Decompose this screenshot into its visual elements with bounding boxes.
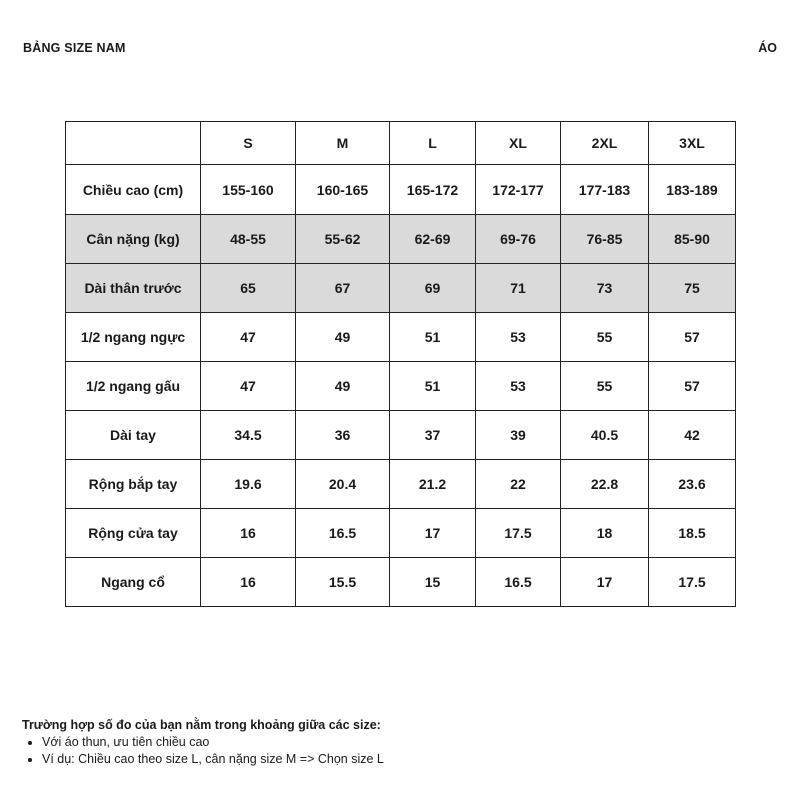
table-cell: 55-62 bbox=[296, 215, 390, 264]
table-cell: 172-177 bbox=[476, 165, 561, 215]
table-row bbox=[66, 558, 736, 607]
row-label: Dài thân trước bbox=[66, 264, 201, 313]
table-cell: 16.5 bbox=[296, 509, 390, 558]
header-cell bbox=[66, 122, 201, 165]
table-cell: 22 bbox=[476, 460, 561, 509]
table-cell: 73 bbox=[561, 264, 649, 313]
list-item: • Ví dụ: Chiều cao theo size L, cân nặng size M => Chọn size L bbox=[42, 751, 384, 768]
table-cell: 165-172 bbox=[390, 165, 476, 215]
header-cell: M bbox=[296, 122, 390, 165]
notes-list bbox=[22, 734, 384, 768]
table-cell: 155-160 bbox=[201, 165, 296, 215]
table-cell: 160-165 bbox=[296, 165, 390, 215]
table-cell: 40.5 bbox=[561, 411, 649, 460]
table-cell: 17 bbox=[390, 509, 476, 558]
table-cell: 48-55 bbox=[201, 215, 296, 264]
table-cell: 57 bbox=[649, 313, 736, 362]
table-cell: 16.5 bbox=[476, 558, 561, 607]
table-cell: 51 bbox=[390, 362, 476, 411]
table-cell: 67 bbox=[296, 264, 390, 313]
table-row bbox=[66, 460, 736, 509]
table-row bbox=[66, 215, 736, 264]
header-cell: L bbox=[390, 122, 476, 165]
table-cell: 55 bbox=[561, 362, 649, 411]
table-cell: 177-183 bbox=[561, 165, 649, 215]
size-table bbox=[65, 121, 736, 607]
table-cell: 69 bbox=[390, 264, 476, 313]
table-cell: 17.5 bbox=[649, 558, 736, 607]
table-cell: 37 bbox=[390, 411, 476, 460]
table-row bbox=[66, 264, 736, 313]
table-cell: 49 bbox=[296, 313, 390, 362]
table-header-row bbox=[66, 122, 736, 165]
table-cell: 15.5 bbox=[296, 558, 390, 607]
table-cell: 53 bbox=[476, 362, 561, 411]
table-cell: 18.5 bbox=[649, 509, 736, 558]
header-cell: S bbox=[201, 122, 296, 165]
table-row bbox=[66, 165, 736, 215]
table-row bbox=[66, 362, 736, 411]
row-label: Rộng bắp tay bbox=[66, 460, 201, 509]
table-row bbox=[66, 509, 736, 558]
table-cell: 53 bbox=[476, 313, 561, 362]
table-cell: 39 bbox=[476, 411, 561, 460]
table-cell: 21.2 bbox=[390, 460, 476, 509]
table-cell: 42 bbox=[649, 411, 736, 460]
table-cell: 183-189 bbox=[649, 165, 736, 215]
table-cell: 23.6 bbox=[649, 460, 736, 509]
table-row bbox=[66, 411, 736, 460]
header-cell: 2XL bbox=[561, 122, 649, 165]
header-cell: XL bbox=[476, 122, 561, 165]
category-label: ÁO bbox=[758, 41, 777, 55]
table-cell: 49 bbox=[296, 362, 390, 411]
table-cell: 36 bbox=[296, 411, 390, 460]
table-cell: 51 bbox=[390, 313, 476, 362]
table-cell: 76-85 bbox=[561, 215, 649, 264]
table-cell: 16 bbox=[201, 509, 296, 558]
header-cell: 3XL bbox=[649, 122, 736, 165]
row-label: Ngang cổ bbox=[66, 558, 201, 607]
table-cell: 47 bbox=[201, 313, 296, 362]
table-cell: 69-76 bbox=[476, 215, 561, 264]
table-cell: 17.5 bbox=[476, 509, 561, 558]
table-cell: 15 bbox=[390, 558, 476, 607]
table-cell: 62-69 bbox=[390, 215, 476, 264]
table-cell: 55 bbox=[561, 313, 649, 362]
table-cell: 75 bbox=[649, 264, 736, 313]
row-label: Chiều cao (cm) bbox=[66, 165, 201, 215]
table-row bbox=[66, 313, 736, 362]
notes-section bbox=[22, 717, 384, 768]
table-cell: 47 bbox=[201, 362, 296, 411]
table-cell: 85-90 bbox=[649, 215, 736, 264]
page-title: BẢNG SIZE NAM bbox=[23, 41, 126, 55]
table-cell: 16 bbox=[201, 558, 296, 607]
table-cell: 57 bbox=[649, 362, 736, 411]
list-item: • Với áo thun, ưu tiên chiều cao bbox=[42, 734, 384, 751]
row-label: Dài tay bbox=[66, 411, 201, 460]
row-label: Rộng cửa tay bbox=[66, 509, 201, 558]
table-cell: 22.8 bbox=[561, 460, 649, 509]
notes-title: Trường hợp số đo của bạn nằm trong khoảng giữa các size: bbox=[22, 718, 381, 732]
row-label: 1/2 ngang gấu bbox=[66, 362, 201, 411]
row-label: 1/2 ngang ngực bbox=[66, 313, 201, 362]
row-label: Cân nặng (kg) bbox=[66, 215, 201, 264]
table-cell: 71 bbox=[476, 264, 561, 313]
table-cell: 20.4 bbox=[296, 460, 390, 509]
table-cell: 65 bbox=[201, 264, 296, 313]
table-cell: 34.5 bbox=[201, 411, 296, 460]
table-cell: 19.6 bbox=[201, 460, 296, 509]
table-cell: 18 bbox=[561, 509, 649, 558]
table-cell: 17 bbox=[561, 558, 649, 607]
